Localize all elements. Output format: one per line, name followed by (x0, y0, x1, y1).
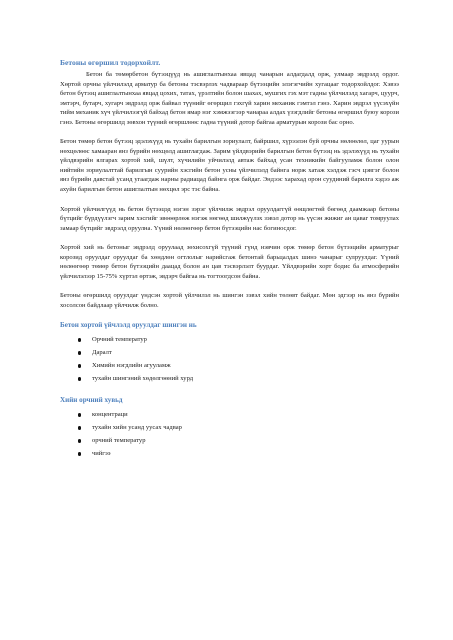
paragraph: Бетон ба төмөрбетон бүтээцүүд нь ашиглалтынхаа явцад чанарын алдагдалд орж, улмаар эвдрэлд ордог. Хөртой орчны үйлчилэлд арматур ба бетоны тэсвэрлэх чадвараар бүтээцийн элэгэгчийн хугацааг тодорхойлдог. Хэвээ бетон бүтээц ашиглалтынхаа явцад цохих, татах, үрэлтийн болон шахах, мушгих гэх мэт гадны үйлчилэлд хагарч, цуурч, эмтэрч, бутарч, хугарч эвдрэлд орж байвал түүнийг өгөрщил гэхгүй харин механик гэмтэл гэнэ. Харин эвдрэл үүсэхүйн тийм механик хүч үйлчилээгүй байхад бетон ямар нэг хэмжээгээр чанараа алдах үзэгдлийг бетоны өгөршил буюу корози гэнэ. Бетоны өгөршилд зөвхон түүний өгөршлөөс гадна түүний дотор байгаа арматурын корози бас орно. (60, 71, 399, 126)
bullet-icon (78, 338, 81, 341)
bullet-icon (78, 351, 81, 354)
list-item: концентраци (78, 408, 399, 421)
bullet-icon (78, 364, 81, 367)
list-item: чийгээ (78, 447, 399, 460)
paragraph: Бетон төмөр бетон бүтээц эдэлэхүүд нь тухайн барилгын зориулалт, байршил, хүрээлэн буй орчны нөлөөлөл, цаг уурын нөхцөлөөс хамааран янз бүрийн нөхцөлд ашиглагдаж. Зарим үйлдвэрийн барилгын бетон бүтээц нь эдэлэхүүд нь тухайн үйлдвэрийн ялгарах хортой хий, шүлт, хүчилийн уйчилэлд автаж байхад усан техникийн байгууламж болон олон нийтийн зориулалттай барилгын суурийн хэсгийн бетон усны үйлчилэлд байнга норж хатаж хэлдэж гэсч цэвгэг болон янз бүрийн давстай усанд угаагдаж нарны радиацад байнга орж байдаг. Эндээс харахад орон суудиний барилга хэдээ аж ахуйн барилгын бетон ашиглалтын нөхцөл эрс тэс байна. (60, 138, 399, 194)
list-item: Орчний температур (78, 333, 399, 346)
bullet-icon (78, 439, 81, 442)
list-item: орчний температур (78, 434, 399, 447)
bullet-icon (78, 426, 81, 429)
bullet-icon (78, 377, 81, 380)
list-item: тухайн шингэний хөдөлгөөний хурд (78, 372, 399, 385)
paragraph: Бетоны өгөршилд оруулдаг үндсэн хортой үйлчилэл нь шингэн зэвэл хийн төлөвт байдаг. Мөн эдгээр нь янз бүрийн хосолсон байдлаар үйлчилж болно. (60, 292, 399, 309)
list-item: Химийн нэгдлийн агууламж (78, 359, 399, 372)
section-heading-gas: Хийн орчний хувьд (60, 396, 123, 405)
section-heading-liquid: Бетон хортой үйчлэлд оруулдаг шингэн нь (60, 321, 197, 330)
bullet-list-liquid (60, 333, 399, 385)
document-title: Бетоны өгөршил тодорхойлт. (60, 58, 161, 67)
bullet-icon (78, 413, 81, 416)
bullet-icon (78, 452, 81, 455)
list-item: Даралт (78, 346, 399, 359)
bullet-list-gas (60, 408, 399, 460)
paragraph: Хортой хий нь бетоныг эвдрэлд оруулаад зөхисохгүй түүний гүнд нэвчин орж төмөр бетон бүтээцийн арматурыг корозид оруулдаг оруулдаг ба хөндлөн огтлолыг нарийсгаж бетонтай барьцалдах шинэ чанарыг сулруулдаг. Үүний нөлөөгөөр төмөр бетон бүтээцийн даацад болон ан цав тэсвэрлэлт буурдаг. Үйлдвэрийн хорт бодис ба атмосферийн үйлчилэлээр 15-75% хүртэл өртэж, эвдэрч байгаа нь тогтоогдсон байна. (60, 244, 399, 280)
list-item: тухайн хийн усанд уусах чадвар (78, 421, 399, 434)
paragraph: Хортой үйлчилгүүд нь бетон бүтээцэд нэгэн зэрэг үйлчилж эвдрэл оруулдаггүй өөщлөгтөй бөгөөд даамжаар бетоны бүтцийг бүрдүүлэгч зарим хэсгийг эвөөөрлөж нэгэж нөгөөд шилжүүлэх зэвэл дотор нь үүсэн жижиг ан цаваг томруулах замаар бүтцийг эвдрэлд оруулна. Үүний нөлөөгөөр бетон бүтээцийн нас богиносдог. (60, 205, 399, 232)
